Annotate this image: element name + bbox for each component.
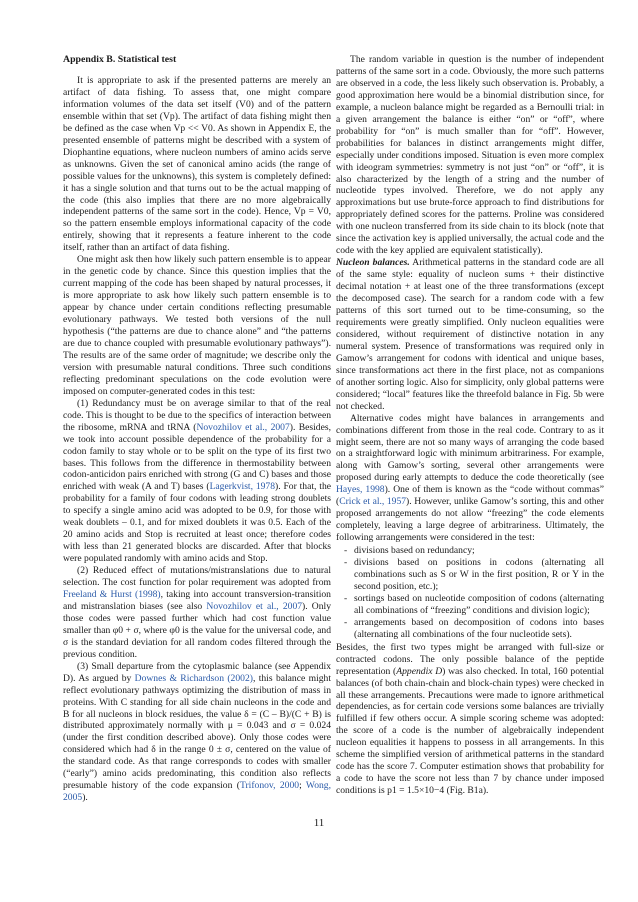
arrangement-list bbox=[344, 545, 604, 641]
paragraph: (3) Small departure from the cytoplasmic balance (see Appendix D). As argued by Downes & Richardson (2002), this balance might reflect evolutionary pathways optimizing the distribution of mass in proteins. With C standing for all side chain nucleons in the code and B for all nucleons in block residues, the value δ = (C – B)/(C + B) is distributed approximately normally with μ = 0.043 and σ = 0.024 (under the first condition described above). Only those codes were considered which had δ in the range 0 ± σ, centered on the value of the standard code. As that range corresponds to codes with smaller (“early”) amino acids predominating, this condition also reflects presumable history of the code expansion (Trifonov, 2000; Wong, 2005). bbox=[63, 660, 331, 804]
citation-link[interactable]: Trifonov, 2000 bbox=[239, 780, 300, 792]
paragraph: (2) Reduced effect of mutations/mistranslations due to natural selection. The cost function for polar requirement was adopted from Freeland & Hurst (1998), taking into account transversion-transition and mistranslation biases (see also Novozhilov et al., 2007). Only those codes were passed further which had cost function value smaller than φ0 + σ, where φ0 is the value for the universal code, and σ is the standard deviation for all random codes filtered through the previous condition. bbox=[63, 565, 331, 660]
citation-link[interactable]: Novozhilov et al., 2007 bbox=[196, 421, 290, 433]
citation-link[interactable]: Downes & Richardson (2002) bbox=[134, 672, 253, 684]
page-number: 11 bbox=[313, 817, 325, 829]
paragraph: Alternative codes might have balances in arrangements and combinations different from those in the real code. Contrary to as it might seem, there are not so many ways of arranging the code based on a straightforward logic with minimum arbitrariness. For example, along with Gamow’s sorting, several other arrangements were proposed during early attempts to deduce the code theoretically (see Hayes, 1998). One of them is known as the “code without commas” (Crick et al., 1957). However, unlike Gamow’s sorting, this and other proposed arrangements do not allow “freezing” the code elements completely, leaving a large degree of arbitrariness. Ultimately, the following arrangements were considered in the test: bbox=[336, 412, 604, 544]
list-item: - divisions based on redundancy; bbox=[344, 545, 604, 557]
citation-link[interactable]: Freeland & Hurst (1998) bbox=[63, 588, 161, 600]
citation-link[interactable]: Lagerkvist, 1978 bbox=[209, 481, 276, 493]
list-item: - arrangements based on decomposition of codons into bases (alternating all combinations of the four nucleotide sets). bbox=[344, 617, 604, 641]
paragraph: Nucleon balances. Arithmetical patterns in the standard code are all of the same style: equality of nucleon sums + their distinctive decimal notation + at least one of the three transformations (except the decomposed case). The search for a random code with a few patterns of this sort turned out to be time-consuming, so the requirements were greatly simplified. Only nucleon equalities were considered, without requirement of distinctive notation in any numeral system. Presence of transformations was required only in Gamow’s arrangement for codons with identical and unique bases, since transformations act there in the first place, not as companions of another sorting logic. Also for simplicity, only global patterns were considered; “local” features like the threefold balance in Fig. 5b were not checked. bbox=[336, 257, 604, 412]
list-item: - divisions based on positions in codons (alternating all combinations such as S or W in the first position, R or Y in the second position, etc.); bbox=[344, 557, 604, 593]
paragraph: Besides, the first two types might be arranged with full-size or contracted codons. The only possible balance of the peptide representation (Appendix D) was also checked. In total, 160 potential balances (of both chain-chain and block-chain types) were checked in all these arrangements. Precautions were made to ignore arithmetical dependencies, as for certain code versions some balances are trivially fulfilled if few others occur. A simple scoring scheme was adopted: the score of a code is the number of algebraically independent nucleon equalities it happens to possess in all arrangements. In this scheme the simplified version of arithmetical patterns in the standard code has the score 7. Computer estimation shows that probability for a code to have the score not less than 7 by chance under imposed conditions is p1 = 1.5×10−4 (Fig. B1a). bbox=[336, 641, 604, 797]
appendix-heading: Appendix B. Statistical test bbox=[63, 54, 177, 65]
appendix-ref: Appendix D bbox=[396, 665, 443, 677]
citation-link[interactable]: Hayes, 1998 bbox=[336, 484, 385, 496]
paragraph: It is appropriate to ask if the presented patterns are merely an artifact of data fishing. To assess that, one might compare information volumes of the data set itself (V0) and of the pattern ensemble within that set (Vp). The artifact of data fishing might then be defined as the case when Vp << V0. As shown in Appendix E, the presented ensemble of patterns might be described with a system of Diophantine equations, where nucleon numbers of amino acids serve as unknowns. Given the set of canonical amino acids (the range of possible values for the unknowns), this system is completely defined: it has a single solution and that turns out to be the actual mapping of the code (this also implies that there are no more algebraically independent patterns of the same sort in the code). Hence, Vp = V0, so the pattern ensemble employs informational capacity of the code entirely, showing that it represents a feature inherent to the code itself, rather than an artifact of data fishing. bbox=[63, 75, 331, 254]
paragraph: One might ask then how likely such pattern ensemble is to appear in the genetic code by chance. Since this question implies that the current mapping of the code has been shaped by natural processes, it is more appropriate to ask how likely such pattern ensemble is to appear by chance under certain conditions reflecting presumable evolutionary pathways. We tested both versions of the null hypothesis (“the patterns are due to chance alone” and “the patterns are due to chance coupled with presumable evolutionary pathways”). The results are of the same order of magnitude; we describe only the version with presumable natural conditions. Three such conditions reflecting predominant speculations on the code evolution were imposed on computer-generated codes in this test: bbox=[63, 254, 331, 397]
left-column bbox=[63, 54, 331, 804]
list-item: - sortings based on nucleotide composition of codons (alternating all combinations of “freezing” conditions and division logic); bbox=[344, 593, 604, 617]
citation-link[interactable]: Wong, 2005 bbox=[63, 780, 331, 804]
probability-value: p1 = 1.5×10−4 bbox=[387, 785, 445, 797]
citation-link[interactable]: Novozhilov et al., 2007 bbox=[206, 600, 303, 612]
section-lead: Nucleon balances. bbox=[336, 257, 410, 269]
citation-link[interactable]: Crick et al., 1957 bbox=[339, 496, 407, 508]
paragraph: The random variable in question is the number of independent patterns of the same sort in a code. Obviously, the more such patterns are observed in a code, the less likely such observation is. Probably, a good approximation here would be a binomial distribution since, for example, a nucleon balance might be regarded as a Bernoulli trial: in a given arrangement the balance is either “on” or “off”, where probability for “on” is much smaller than for “off”. However, probabilities for balances in distinct arrangements might differ, especially under conditions imposed. Situation is even more complex with ideogram symmetries: symmetry is not just “on” or “off”, it is also characterized by the length of a string and the number of nucleotide types involved. Therefore, we do not apply any approximations but use brute-force approach to find distributions for appropriately defined scores for the patterns. Proline was considered with one nucleon transferred from its side chain to its block (note that since the activation key is applied universally, the actual code and the code with the key applied are equivalent statistically). bbox=[336, 54, 604, 257]
right-column bbox=[336, 54, 604, 797]
paragraph: (1) Redundancy must be on average similar to that of the real code. This is thought to be due to the specifics of interaction between the ribosome, mRNA and tRNA (Novozhilov et al., 2007). Besides, we took into account possible dependence of the probability for a codon family to stay whole or to be split on the type of its first two bases. This follows from the difference in thermostability between codon-anticidon pairs enriched with strong (G and C) bases and those enriched with weak (A and T) bases (Lagerkvist, 1978). For that, the probability for a family of four codons with leading strong doublets to specify a single amino acid was adopted to be 0.9, for those with weak doublets – 0.1, and for mixed doublets it was 0.5. Each of the 20 amino acids and Stop is recruited at least once; therefore codes with less than 21 generated blocks are discarded. After that blocks were populated randomly with amino acids and Stop. bbox=[63, 397, 331, 565]
